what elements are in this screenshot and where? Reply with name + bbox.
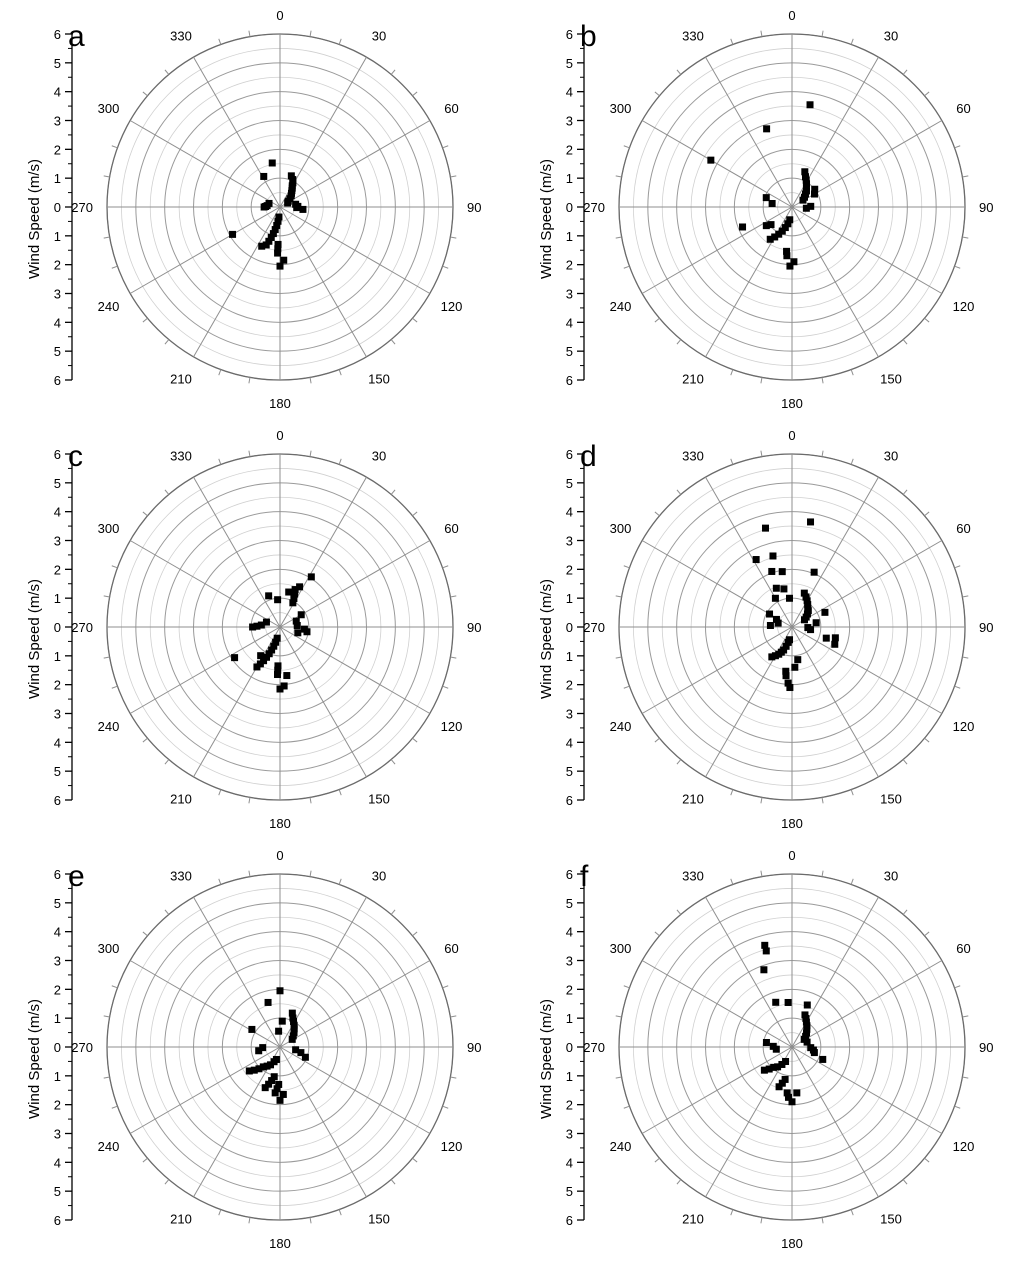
- svg-text:6: 6: [565, 27, 573, 42]
- svg-text:180: 180: [781, 1236, 803, 1251]
- svg-text:270: 270: [583, 200, 605, 215]
- svg-text:0: 0: [276, 428, 284, 443]
- svg-text:90: 90: [467, 1040, 482, 1055]
- radial-axis-b: [566, 27, 584, 388]
- svg-text:180: 180: [781, 816, 803, 831]
- svg-text:4: 4: [53, 84, 61, 100]
- svg-text:120: 120: [440, 719, 463, 734]
- data-points-c: [231, 573, 315, 692]
- svg-text:90: 90: [979, 620, 994, 635]
- panel-a: [0, 0, 512, 420]
- svg-text:30: 30: [883, 868, 899, 884]
- polar-grid-e: [104, 868, 457, 1227]
- svg-text:300: 300: [97, 941, 120, 956]
- svg-text:1: 1: [565, 591, 573, 607]
- svg-text:270: 270: [583, 1040, 605, 1055]
- svg-text:0: 0: [53, 620, 61, 635]
- svg-text:4: 4: [53, 1155, 61, 1171]
- svg-text:210: 210: [682, 371, 704, 387]
- y-axis-label-a: Wind Speed (m/s): [26, 158, 43, 279]
- svg-text:120: 120: [952, 299, 975, 314]
- svg-text:240: 240: [609, 299, 632, 314]
- svg-text:2: 2: [53, 982, 61, 998]
- svg-text:150: 150: [880, 371, 902, 387]
- svg-text:5: 5: [565, 475, 573, 491]
- svg-text:5: 5: [53, 764, 61, 780]
- svg-text:4: 4: [565, 735, 573, 751]
- svg-text:180: 180: [269, 396, 291, 411]
- svg-text:2: 2: [565, 562, 573, 578]
- svg-text:0: 0: [276, 848, 284, 863]
- svg-text:6: 6: [53, 1213, 61, 1228]
- svg-text:180: 180: [269, 1236, 291, 1251]
- svg-text:3: 3: [53, 1126, 61, 1142]
- svg-text:90: 90: [979, 1040, 994, 1055]
- svg-text:60: 60: [444, 941, 459, 956]
- svg-text:330: 330: [170, 448, 192, 464]
- svg-text:90: 90: [467, 200, 482, 215]
- panel-label-b: b: [580, 20, 597, 53]
- svg-text:240: 240: [609, 719, 632, 734]
- svg-text:1: 1: [53, 591, 61, 607]
- y-axis-label-e: Wind Speed (m/s): [26, 998, 43, 1119]
- svg-text:1: 1: [565, 228, 573, 244]
- polar-plot-b: [512, 0, 1024, 420]
- svg-text:3: 3: [565, 706, 573, 722]
- svg-text:0: 0: [53, 1040, 61, 1055]
- polar-plot-a: [0, 0, 512, 420]
- svg-text:6: 6: [565, 867, 573, 882]
- panel-label-d: d: [580, 440, 597, 473]
- svg-text:6: 6: [53, 867, 61, 882]
- svg-text:6: 6: [53, 447, 61, 462]
- svg-text:2: 2: [565, 142, 573, 158]
- svg-text:5: 5: [565, 344, 573, 360]
- svg-text:150: 150: [880, 1211, 902, 1227]
- panel-label-a: a: [68, 20, 85, 53]
- svg-text:120: 120: [440, 299, 463, 314]
- polar-grid-b: [616, 28, 969, 387]
- svg-text:5: 5: [565, 764, 573, 780]
- polar-grid-c: [104, 448, 457, 807]
- svg-text:6: 6: [53, 793, 61, 808]
- svg-text:330: 330: [170, 868, 192, 884]
- svg-text:4: 4: [53, 924, 61, 940]
- svg-text:5: 5: [53, 895, 61, 911]
- svg-text:0: 0: [53, 200, 61, 215]
- svg-text:330: 330: [170, 28, 192, 44]
- svg-text:0: 0: [788, 848, 796, 863]
- svg-text:1: 1: [53, 171, 61, 187]
- svg-text:300: 300: [609, 941, 632, 956]
- svg-text:6: 6: [565, 793, 573, 808]
- svg-text:2: 2: [53, 257, 61, 273]
- svg-text:4: 4: [53, 735, 61, 751]
- panel-label-e: e: [68, 860, 85, 893]
- svg-text:300: 300: [97, 101, 120, 116]
- svg-text:150: 150: [880, 791, 902, 807]
- data-points-b: [707, 101, 818, 269]
- svg-text:1: 1: [565, 648, 573, 664]
- panel-label-f: f: [580, 860, 589, 893]
- svg-text:1: 1: [53, 228, 61, 244]
- svg-text:60: 60: [444, 521, 459, 536]
- svg-text:270: 270: [583, 620, 605, 635]
- svg-text:5: 5: [53, 475, 61, 491]
- data-points-f: [760, 942, 826, 1105]
- svg-text:0: 0: [565, 1040, 573, 1055]
- svg-text:4: 4: [565, 1155, 573, 1171]
- svg-text:330: 330: [682, 28, 704, 44]
- svg-text:1: 1: [565, 171, 573, 187]
- svg-text:0: 0: [788, 428, 796, 443]
- polar-plot-f: [512, 840, 1024, 1260]
- panel-f: [512, 840, 1024, 1260]
- svg-text:5: 5: [53, 55, 61, 71]
- svg-text:0: 0: [788, 8, 796, 23]
- svg-text:5: 5: [53, 344, 61, 360]
- svg-text:300: 300: [609, 101, 632, 116]
- svg-text:90: 90: [467, 620, 482, 635]
- svg-text:30: 30: [371, 448, 387, 464]
- svg-text:150: 150: [368, 791, 390, 807]
- svg-text:2: 2: [53, 562, 61, 578]
- svg-text:4: 4: [53, 504, 61, 520]
- panel-e: [0, 840, 512, 1260]
- svg-text:5: 5: [53, 1184, 61, 1200]
- polar-grid-a: [104, 28, 457, 387]
- svg-text:330: 330: [682, 448, 704, 464]
- svg-text:1: 1: [565, 1068, 573, 1084]
- svg-text:30: 30: [883, 448, 899, 464]
- svg-text:120: 120: [952, 1139, 975, 1154]
- svg-text:4: 4: [565, 504, 573, 520]
- svg-text:3: 3: [53, 706, 61, 722]
- svg-text:210: 210: [682, 791, 704, 807]
- svg-text:270: 270: [71, 620, 93, 635]
- panel-b: [512, 0, 1024, 420]
- svg-text:3: 3: [565, 1126, 573, 1142]
- y-axis-label-f: Wind Speed (m/s): [538, 998, 555, 1119]
- svg-text:3: 3: [565, 533, 573, 549]
- svg-text:180: 180: [781, 396, 803, 411]
- svg-text:3: 3: [53, 113, 61, 129]
- svg-text:3: 3: [53, 953, 61, 969]
- svg-text:1: 1: [53, 1068, 61, 1084]
- radial-axis-a: [54, 27, 72, 388]
- svg-text:180: 180: [269, 816, 291, 831]
- polar-grid-f: [616, 868, 969, 1227]
- polar-grid-d: [616, 448, 969, 807]
- svg-text:4: 4: [565, 315, 573, 331]
- svg-text:60: 60: [956, 101, 971, 116]
- svg-text:6: 6: [565, 447, 573, 462]
- svg-text:3: 3: [53, 533, 61, 549]
- svg-text:4: 4: [53, 315, 61, 331]
- svg-text:5: 5: [565, 1184, 573, 1200]
- panel-label-c: c: [68, 440, 83, 473]
- y-axis-label-c: Wind Speed (m/s): [26, 578, 43, 699]
- polar-plot-e: [0, 840, 512, 1260]
- svg-text:1: 1: [53, 1011, 61, 1027]
- svg-text:5: 5: [565, 55, 573, 71]
- svg-text:120: 120: [440, 1139, 463, 1154]
- svg-text:1: 1: [565, 1011, 573, 1027]
- svg-text:0: 0: [565, 200, 573, 215]
- svg-text:0: 0: [276, 8, 284, 23]
- svg-text:2: 2: [53, 677, 61, 693]
- svg-text:6: 6: [53, 373, 61, 388]
- radial-axis-d: [566, 447, 584, 808]
- svg-text:2: 2: [53, 142, 61, 158]
- svg-text:270: 270: [71, 1040, 93, 1055]
- svg-text:300: 300: [97, 521, 120, 536]
- svg-text:210: 210: [170, 1211, 192, 1227]
- svg-text:6: 6: [565, 1213, 573, 1228]
- svg-text:60: 60: [956, 521, 971, 536]
- svg-text:2: 2: [565, 257, 573, 273]
- svg-text:150: 150: [368, 371, 390, 387]
- svg-text:6: 6: [53, 27, 61, 42]
- svg-text:2: 2: [565, 982, 573, 998]
- svg-text:1: 1: [53, 648, 61, 664]
- svg-text:120: 120: [952, 719, 975, 734]
- svg-text:2: 2: [565, 1097, 573, 1113]
- svg-text:3: 3: [53, 286, 61, 302]
- svg-text:240: 240: [97, 719, 120, 734]
- svg-text:30: 30: [371, 868, 387, 884]
- panel-d: [512, 420, 1024, 840]
- radial-axis-e: [54, 867, 72, 1228]
- svg-text:240: 240: [609, 1139, 632, 1154]
- svg-text:240: 240: [97, 1139, 120, 1154]
- svg-text:210: 210: [682, 1211, 704, 1227]
- svg-text:2: 2: [565, 677, 573, 693]
- svg-text:210: 210: [170, 371, 192, 387]
- polar-plot-d: [512, 420, 1024, 840]
- svg-text:330: 330: [682, 868, 704, 884]
- svg-text:3: 3: [565, 113, 573, 129]
- svg-text:90: 90: [979, 200, 994, 215]
- y-axis-label-d: Wind Speed (m/s): [538, 578, 555, 699]
- svg-text:3: 3: [565, 953, 573, 969]
- svg-text:270: 270: [71, 200, 93, 215]
- svg-text:6: 6: [565, 373, 573, 388]
- svg-text:30: 30: [371, 28, 387, 44]
- svg-text:300: 300: [609, 521, 632, 536]
- svg-text:210: 210: [170, 791, 192, 807]
- svg-text:30: 30: [883, 28, 899, 44]
- svg-text:4: 4: [565, 924, 573, 940]
- svg-text:5: 5: [565, 895, 573, 911]
- svg-text:4: 4: [565, 84, 573, 100]
- svg-text:60: 60: [444, 101, 459, 116]
- svg-text:3: 3: [565, 286, 573, 302]
- svg-text:0: 0: [565, 620, 573, 635]
- polar-plot-c: [0, 420, 512, 840]
- radial-axis-c: [54, 447, 72, 808]
- y-axis-label-b: Wind Speed (m/s): [538, 158, 555, 279]
- svg-text:150: 150: [368, 1211, 390, 1227]
- radial-axis-f: [566, 867, 584, 1228]
- svg-text:2: 2: [53, 1097, 61, 1113]
- panel-c: [0, 420, 512, 840]
- svg-text:60: 60: [956, 941, 971, 956]
- svg-text:240: 240: [97, 299, 120, 314]
